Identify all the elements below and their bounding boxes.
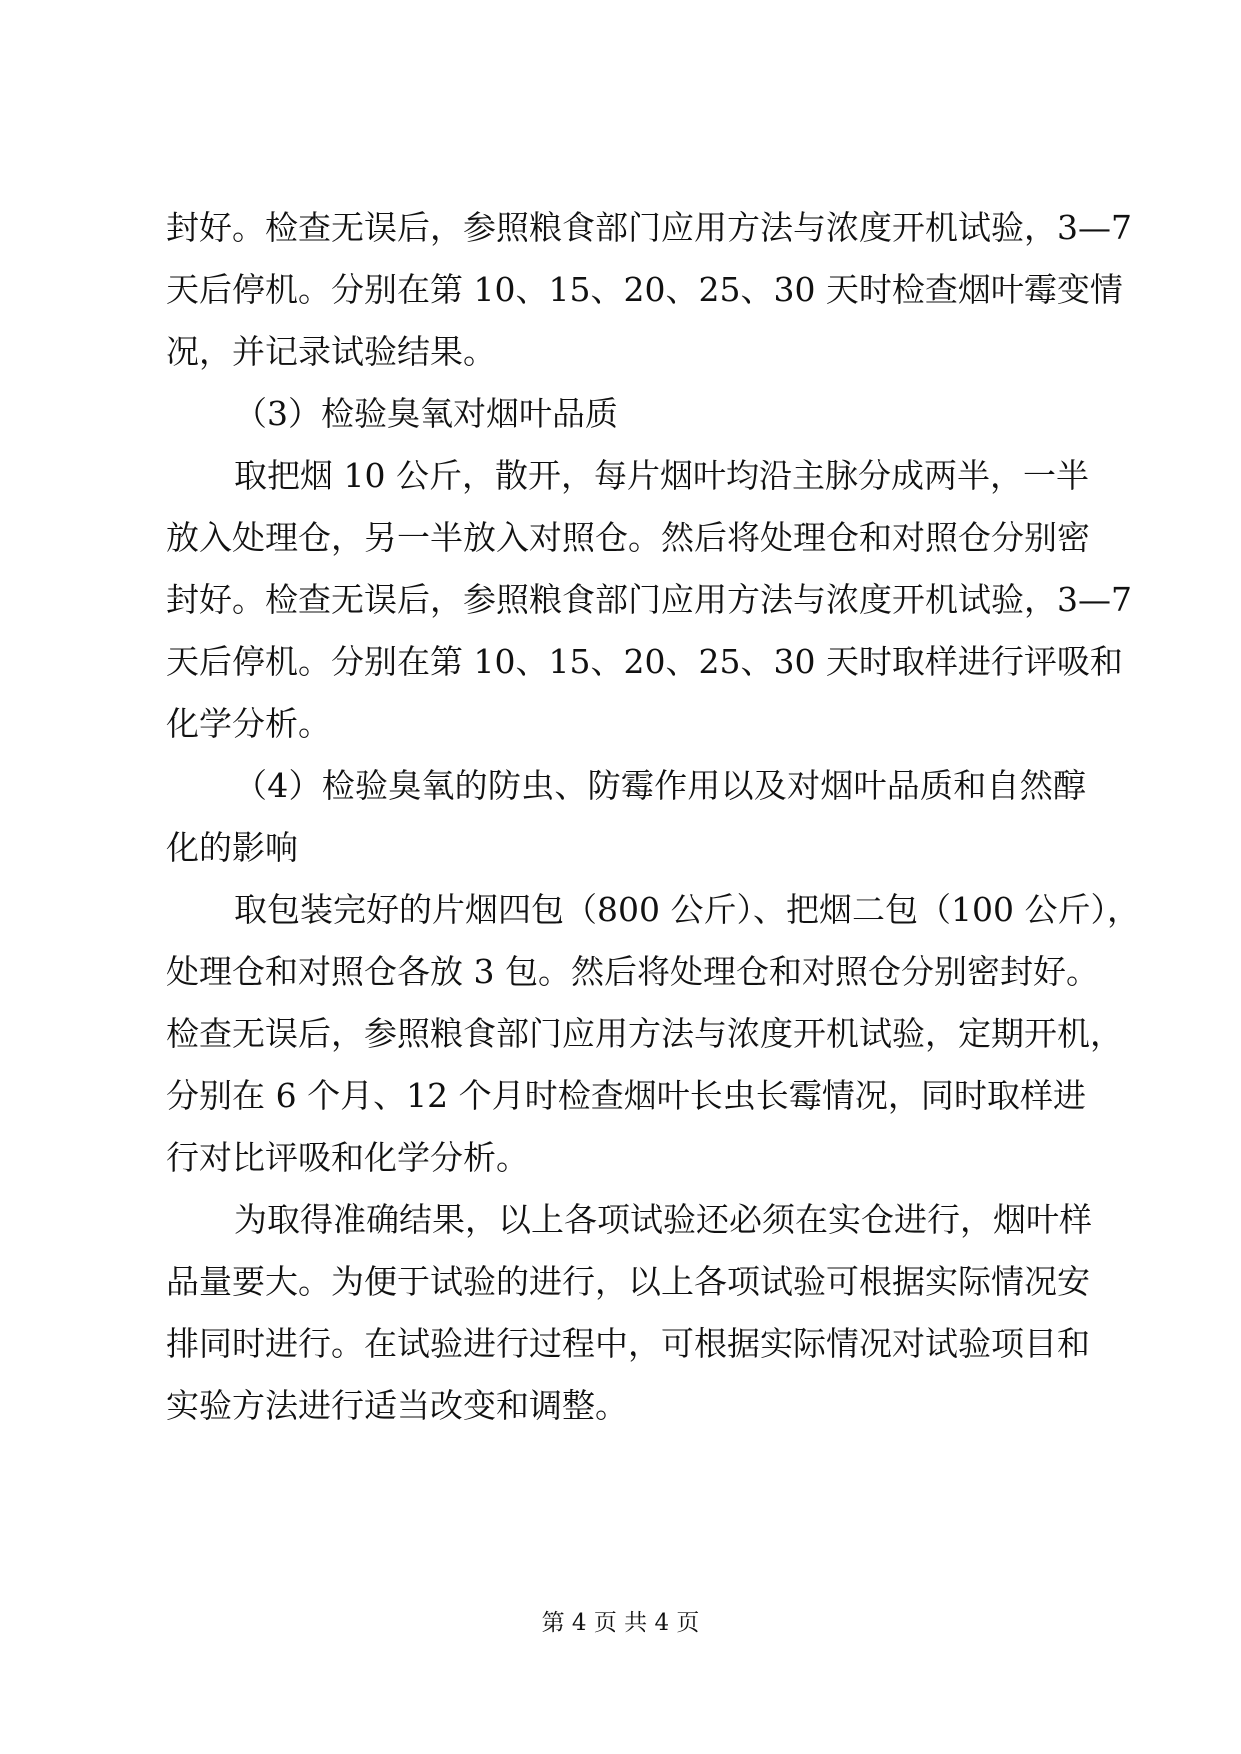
text-line-8: 天后停机。分别在第 10、15、20、25、30 天时取样进行评吸和 bbox=[166, 642, 1123, 681]
text-line-2: 天后停机。分别在第 10、15、20、25、30 天时检查烟叶霉变情 bbox=[166, 270, 1123, 309]
text-line-12: 取包装完好的片烟四包（800 公斤）、把烟二包（100 公斤）， bbox=[234, 890, 1140, 929]
text-line-7: 封好。检查无误后，参照粮食部门应用方法与浓度开机试验，3—7 bbox=[166, 580, 1132, 619]
text-line-15: 分别在 6 个月、12 个月时检查烟叶长虫长霉情况，同时取样进 bbox=[166, 1076, 1086, 1115]
text-line-1: 封好。检查无误后，参照粮食部门应用方法与浓度开机试验，3—7 bbox=[166, 208, 1132, 247]
text-line-9: 化学分析。 bbox=[166, 704, 331, 743]
text-line-5: 取把烟 10 公斤，散开，每片烟叶均沿主脉分成两半，一半 bbox=[234, 456, 1089, 495]
text-line-6: 放入处理仓，另一半放入对照仓。然后将处理仓和对照仓分别密 bbox=[166, 518, 1090, 557]
page-footer: 第 4 页 共 4 页 bbox=[541, 1610, 700, 1636]
text-line-16: 行对比评吸和化学分析。 bbox=[166, 1138, 529, 1177]
text-line-20: 实验方法进行适当改变和调整。 bbox=[166, 1386, 628, 1425]
text-line-3: 况，并记录试验结果。 bbox=[166, 332, 496, 371]
section-heading-4: （4）检验臭氧的防虫、防霉作用以及对烟叶品质和自然醇 bbox=[234, 766, 1086, 805]
text-line-18: 品量要大。为便于试验的进行，以上各项试验可根据实际情况安 bbox=[166, 1262, 1090, 1301]
section-heading-3: （3）检验臭氧对烟叶品质 bbox=[234, 394, 618, 433]
text-line-17: 为取得准确结果，以上各项试验还必须在实仓进行，烟叶样 bbox=[234, 1200, 1092, 1239]
section-heading-4-cont: 化的影响 bbox=[166, 828, 298, 867]
text-line-13: 处理仓和对照仓各放 3 包。然后将处理仓和对照仓分别密封好。 bbox=[166, 952, 1099, 991]
text-line-19: 排同时进行。在试验进行过程中，可根据实际情况对试验项目和 bbox=[166, 1324, 1090, 1363]
text-line-14: 检查无误后，参照粮食部门应用方法与浓度开机试验，定期开机， bbox=[166, 1014, 1123, 1053]
